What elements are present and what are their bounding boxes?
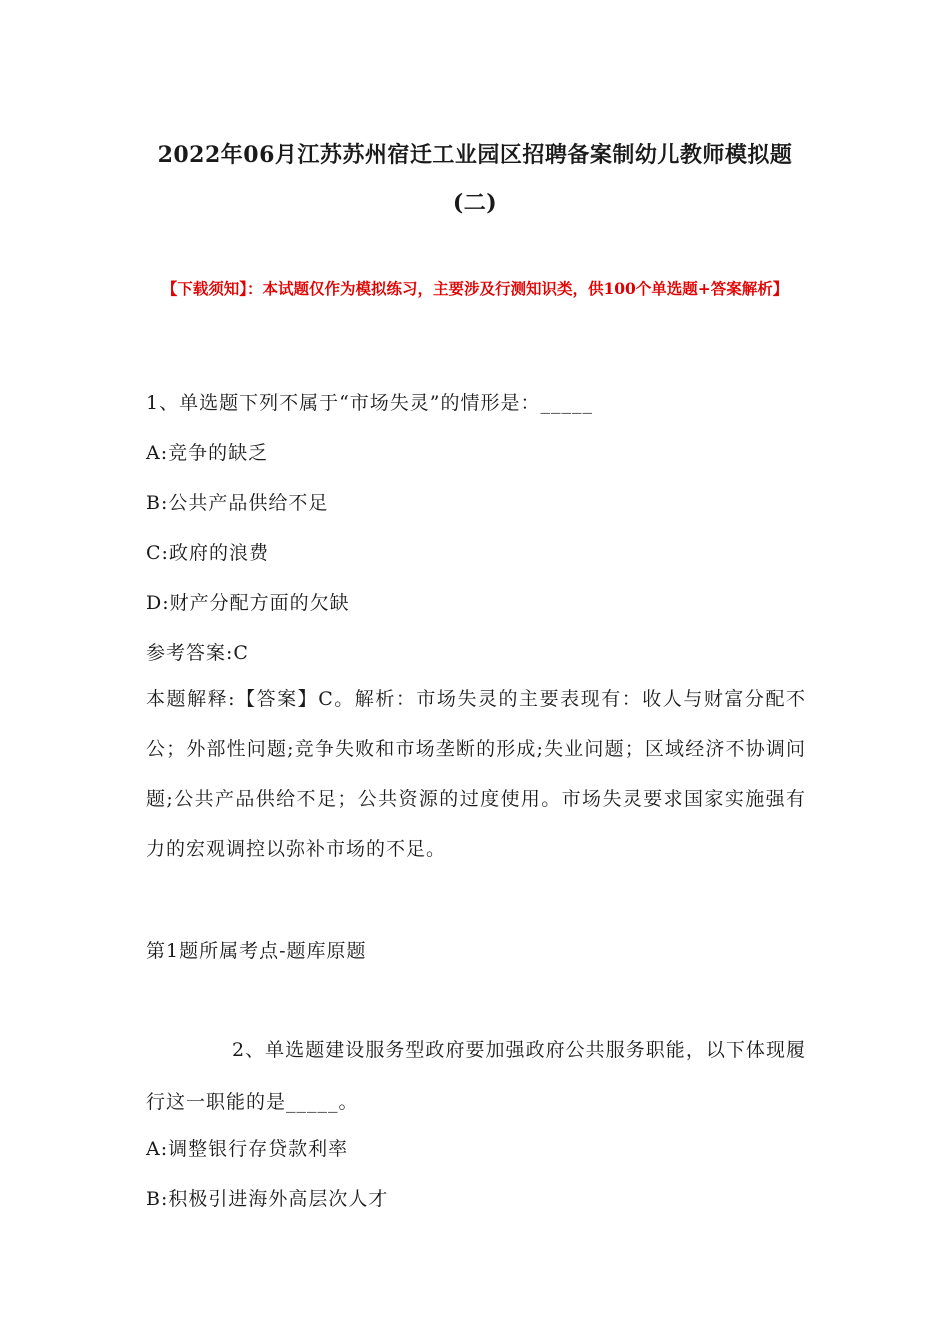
question-2-stem: 2、单选题建设服务型政府要加强政府公共服务职能，以下体现履行这一职能的是_____。 [146,1039,806,1113]
download-notice: 【下载须知】：本试题仅作为模拟练习，主要涉及行测知识类，供100个单选题+答案解析】 [161,279,789,298]
question-1-source: 第1题所属考点-题库原题 [146,940,367,962]
question-1-answer: 参考答案:C [146,642,249,664]
document-title-suffix: (二) [452,190,498,216]
question-1-option-c: C:政府的浪费 [146,542,269,564]
question-1-option-d: D:财产分配方面的欠缺 [146,592,350,614]
question-2-option-a: A:调整银行存贷款利率 [146,1138,349,1160]
question-2-option-b: B:积极引进海外高层次人才 [146,1188,389,1210]
question-1-stem: 1、单选题下列不属于“市场失灵”的情形是：_____ [146,392,594,414]
question-1-option-b: B:公共产品供给不足 [146,492,329,514]
question-1-explanation: 本题解释:【答案】C。解析：市场失灵的主要表现有：收人与财富分配不公；外部性问题;竞争失败和市场垄断的形成;失业问题；区域经济不协调问题;公共产品供给不足；公共资源的过度使用。市场失灵要求国家实施强有力的宏观调控以弥补市场的不足。 [146,688,806,860]
document-title: 2022年06月江苏苏州宿迁工业园区招聘备案制幼儿教师模拟题 [157,142,793,168]
question-1-option-a: A:竞争的缺乏 [146,442,269,464]
